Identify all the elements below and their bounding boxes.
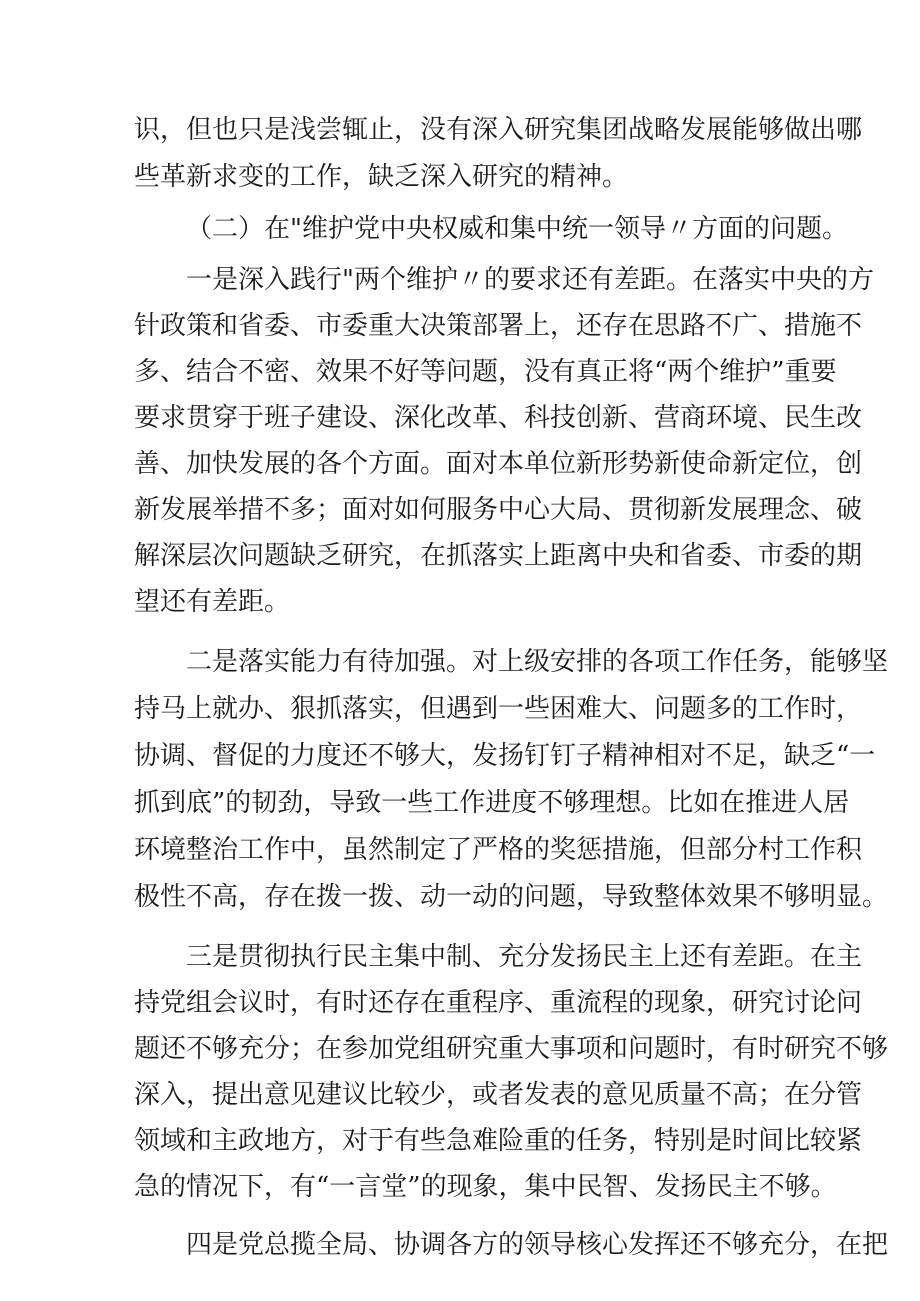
line-text: 一是深入践行"两个维护〃的要求还有差距。在落实中央的方 [186, 265, 874, 295]
paragraph-line [0, 349, 920, 395]
paragraph-line [0, 874, 920, 920]
line-text: 解深层次问题缺乏研究，在抓落实上距离中央和省委、市委的期 [134, 541, 863, 571]
line-text: 望还有差距。 [134, 587, 291, 617]
line-text: 深入，提出意见建议比较少，或者发表的意见质量不高；在分管 [134, 1080, 863, 1110]
line-text: 二是落实能力有待加强。对上级安排的各项工作任务，能够坚 [186, 647, 889, 677]
paragraph-line [0, 733, 920, 779]
paragraph-line [0, 303, 920, 349]
paragraph-line [0, 686, 920, 732]
line-text: 协调、督促的力度还不够大，发扬钉钉子精神相对不足，缺乏“一 [134, 741, 876, 771]
line-text: 新发展举措不多；面对如何服务中心大局、贯彻新发展理念、破 [134, 495, 863, 525]
paragraph-line [0, 1072, 920, 1118]
paragraph-line [0, 780, 920, 826]
line-text: 识，但也只是浅尝辄止，没有深入研究集团战略发展能够做出哪 [134, 115, 863, 145]
line-text: 四是党总揽全局、协调各方的领导核心发挥还不够充分，在把 [186, 1230, 889, 1260]
paragraph-line [0, 639, 920, 685]
line-text: 多、结合不密、效果不好等问题，没有真正将“两个维护”重要 [134, 357, 837, 387]
line-text: 持马上就办、狠抓落实，但遇到一些困难大、问题多的工作时， [134, 694, 863, 724]
paragraph-line [0, 441, 920, 487]
paragraph-line [0, 1026, 920, 1072]
section-heading [0, 206, 920, 252]
paragraph-line [0, 487, 920, 533]
paragraph-line [0, 579, 920, 625]
line-text: 环境整治工作中，虽然制定了严格的奖惩措施，但部分村工作积 [134, 835, 863, 865]
paragraph-line [0, 1118, 920, 1164]
paragraph-line [0, 827, 920, 873]
paragraph-line [0, 533, 920, 579]
line-text: 针政策和省委、市委重大决策部署上，还存在思路不广、措施不 [134, 311, 863, 341]
paragraph-line [0, 1222, 920, 1268]
line-text: 抓到底”的韧劲，导致一些工作进度不够理想。比如在推进人居 [134, 788, 850, 818]
line-text: 领域和主政地方，对于有些急难险重的任务，特别是时间比较紧 [134, 1126, 863, 1156]
line-text: 急的情况下，有“一言堂”的现象，集中民智、发扬民主不够。 [134, 1172, 837, 1202]
line-text: 善、加快发展的各个方面。面对本单位新形势新使命新定位，创 [134, 449, 863, 479]
paragraph-line [0, 257, 920, 303]
line-text: 要求贯穿于班子建设、深化改革、科技创新、营商环境、民生改 [134, 403, 863, 433]
line-text: 极性不高，存在拨一拨、动一动的问题，导致整体效果不够明显。 [134, 882, 889, 912]
paragraph-line [0, 934, 920, 980]
line-text: 三是贯彻执行民主集中制、充分发扬民主上还有差距。在主 [186, 942, 863, 972]
paragraph-line [0, 395, 920, 441]
line-text: 持党组会议时，有时还存在重程序、重流程的现象，研究讨论问 [134, 988, 863, 1018]
paragraph-line [0, 1164, 920, 1210]
paragraph-line [0, 107, 920, 153]
line-text: 些革新求变的工作，缺乏深入研究的精神。 [134, 162, 629, 192]
paragraph-line [0, 154, 920, 200]
heading-text: （二）在"维护党中央权威和集中统一领导〃方面的问题。 [186, 214, 848, 244]
line-text: 题还不够充分；在参加党组研究重大事项和问题时，有时研究不够 [134, 1034, 889, 1064]
paragraph-line [0, 980, 920, 1026]
